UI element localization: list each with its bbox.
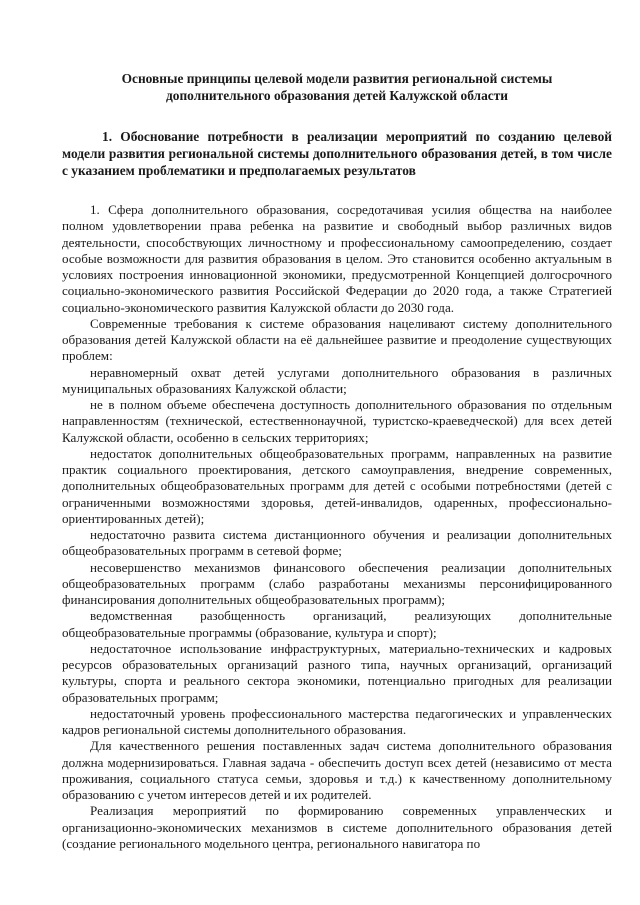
problem-item: несовершенство механизмов финансового обеспечения реализации дополнительных общеобразовательных программ (слабо разработаны механизмы персонифицированного финансирования дополнительных общеобразовательных программ); (62, 559, 612, 607)
document-title (62, 70, 612, 104)
paragraph-main-task: Для качественного решения поставленных задач система дополнительного образования должна модернизироваться. Главная задача - обеспечить доступ всех детей (независимо от места проживания, социального статуса семьи, здоровья и т.д.) к качественному дополнительному образованию с учетом интересов детей и их родителей. (62, 738, 612, 802)
problem-item: неравномерный охват детей услугами дополнительного образования в различных муниципальных образованиях Калужской области; (62, 364, 612, 396)
title-line-2: дополнительного образования детей Калужской области (166, 88, 508, 103)
paragraph-implementation: Реализация мероприятий по формированию современных управленческих и организационно-экономических механизмов в системе дополнительного образования детей (создание регионального модельного центра, регионального навигатора по (62, 803, 612, 851)
paragraph-intro: 1. Сфера дополнительного образования, сосредотачивая усилия общества на наиболее полном удовлетворении права ребенка на развитие и свободный выбор различных видов деятельности, способствующих личностному и профессиональному самоопределению, создает особые возможности для развития образования в целом. Это становится особенно актуальным в условиях построения инновационной экономики, предусмотренной Концепцией долгосрочного социально-экономического развития Российской Федерации до 2020 года, а также Стратегией социально-экономического развития Калужской области до 2030 года. (62, 202, 612, 315)
problem-item: недостаточное использование инфраструктурных, материально-технических и кадровых ресурсов образовательных организаций разного типа, научных организаций, организаций культуры, спорта и реального сектора экономики, потенциально пригодных для реализации образовательных программ; (62, 640, 612, 705)
paragraph-requirements: Современные требования к системе образования нацеливают систему дополнительного образования детей Калужской области на её дальнейшее развитие и преодоление существующих проблем: (62, 315, 612, 364)
section-heading: 1. Обоснование потребности в реализации мероприятий по созданию целевой модели развития региональной системы дополнительного образования детей, в том числе с указанием проблематики и предполагаемых результатов (62, 129, 612, 178)
title-line-1: Основные принципы целевой модели развития региональной системы (121, 71, 553, 86)
problem-item: ведомственная разобщенность организаций, реализующих дополнительные общеобразовательные программы (образование, культура и спорт); (62, 608, 612, 640)
problem-item: не в полном объеме обеспечена доступность дополнительного образования по отдельным направленностям (технической, естественнонаучной, туристско-краеведческой) для всех детей Калужской области, особенно в сельских территориях; (62, 397, 612, 445)
problem-item: недостаточно развита система дистанционного обучения и реализации дополнительных общеобразовательных программ в сетевой форме; (62, 527, 612, 559)
problem-item: недостаток дополнительных общеобразовательных программ, направленных на развитие практик социального проектирования, детского самоуправления, внедрение современных, дополнительных общеобразовательных программ для детей с особыми потребностями (детей с ограниченными возможностями здоровья, детей-инвалидов, одаренных, профессионально-ориентированных детей); (62, 445, 612, 526)
problem-item: недостаточный уровень профессионального мастерства педагогических и управленческих кадров региональной системы дополнительного образования. (62, 705, 612, 737)
document-body (62, 202, 612, 852)
